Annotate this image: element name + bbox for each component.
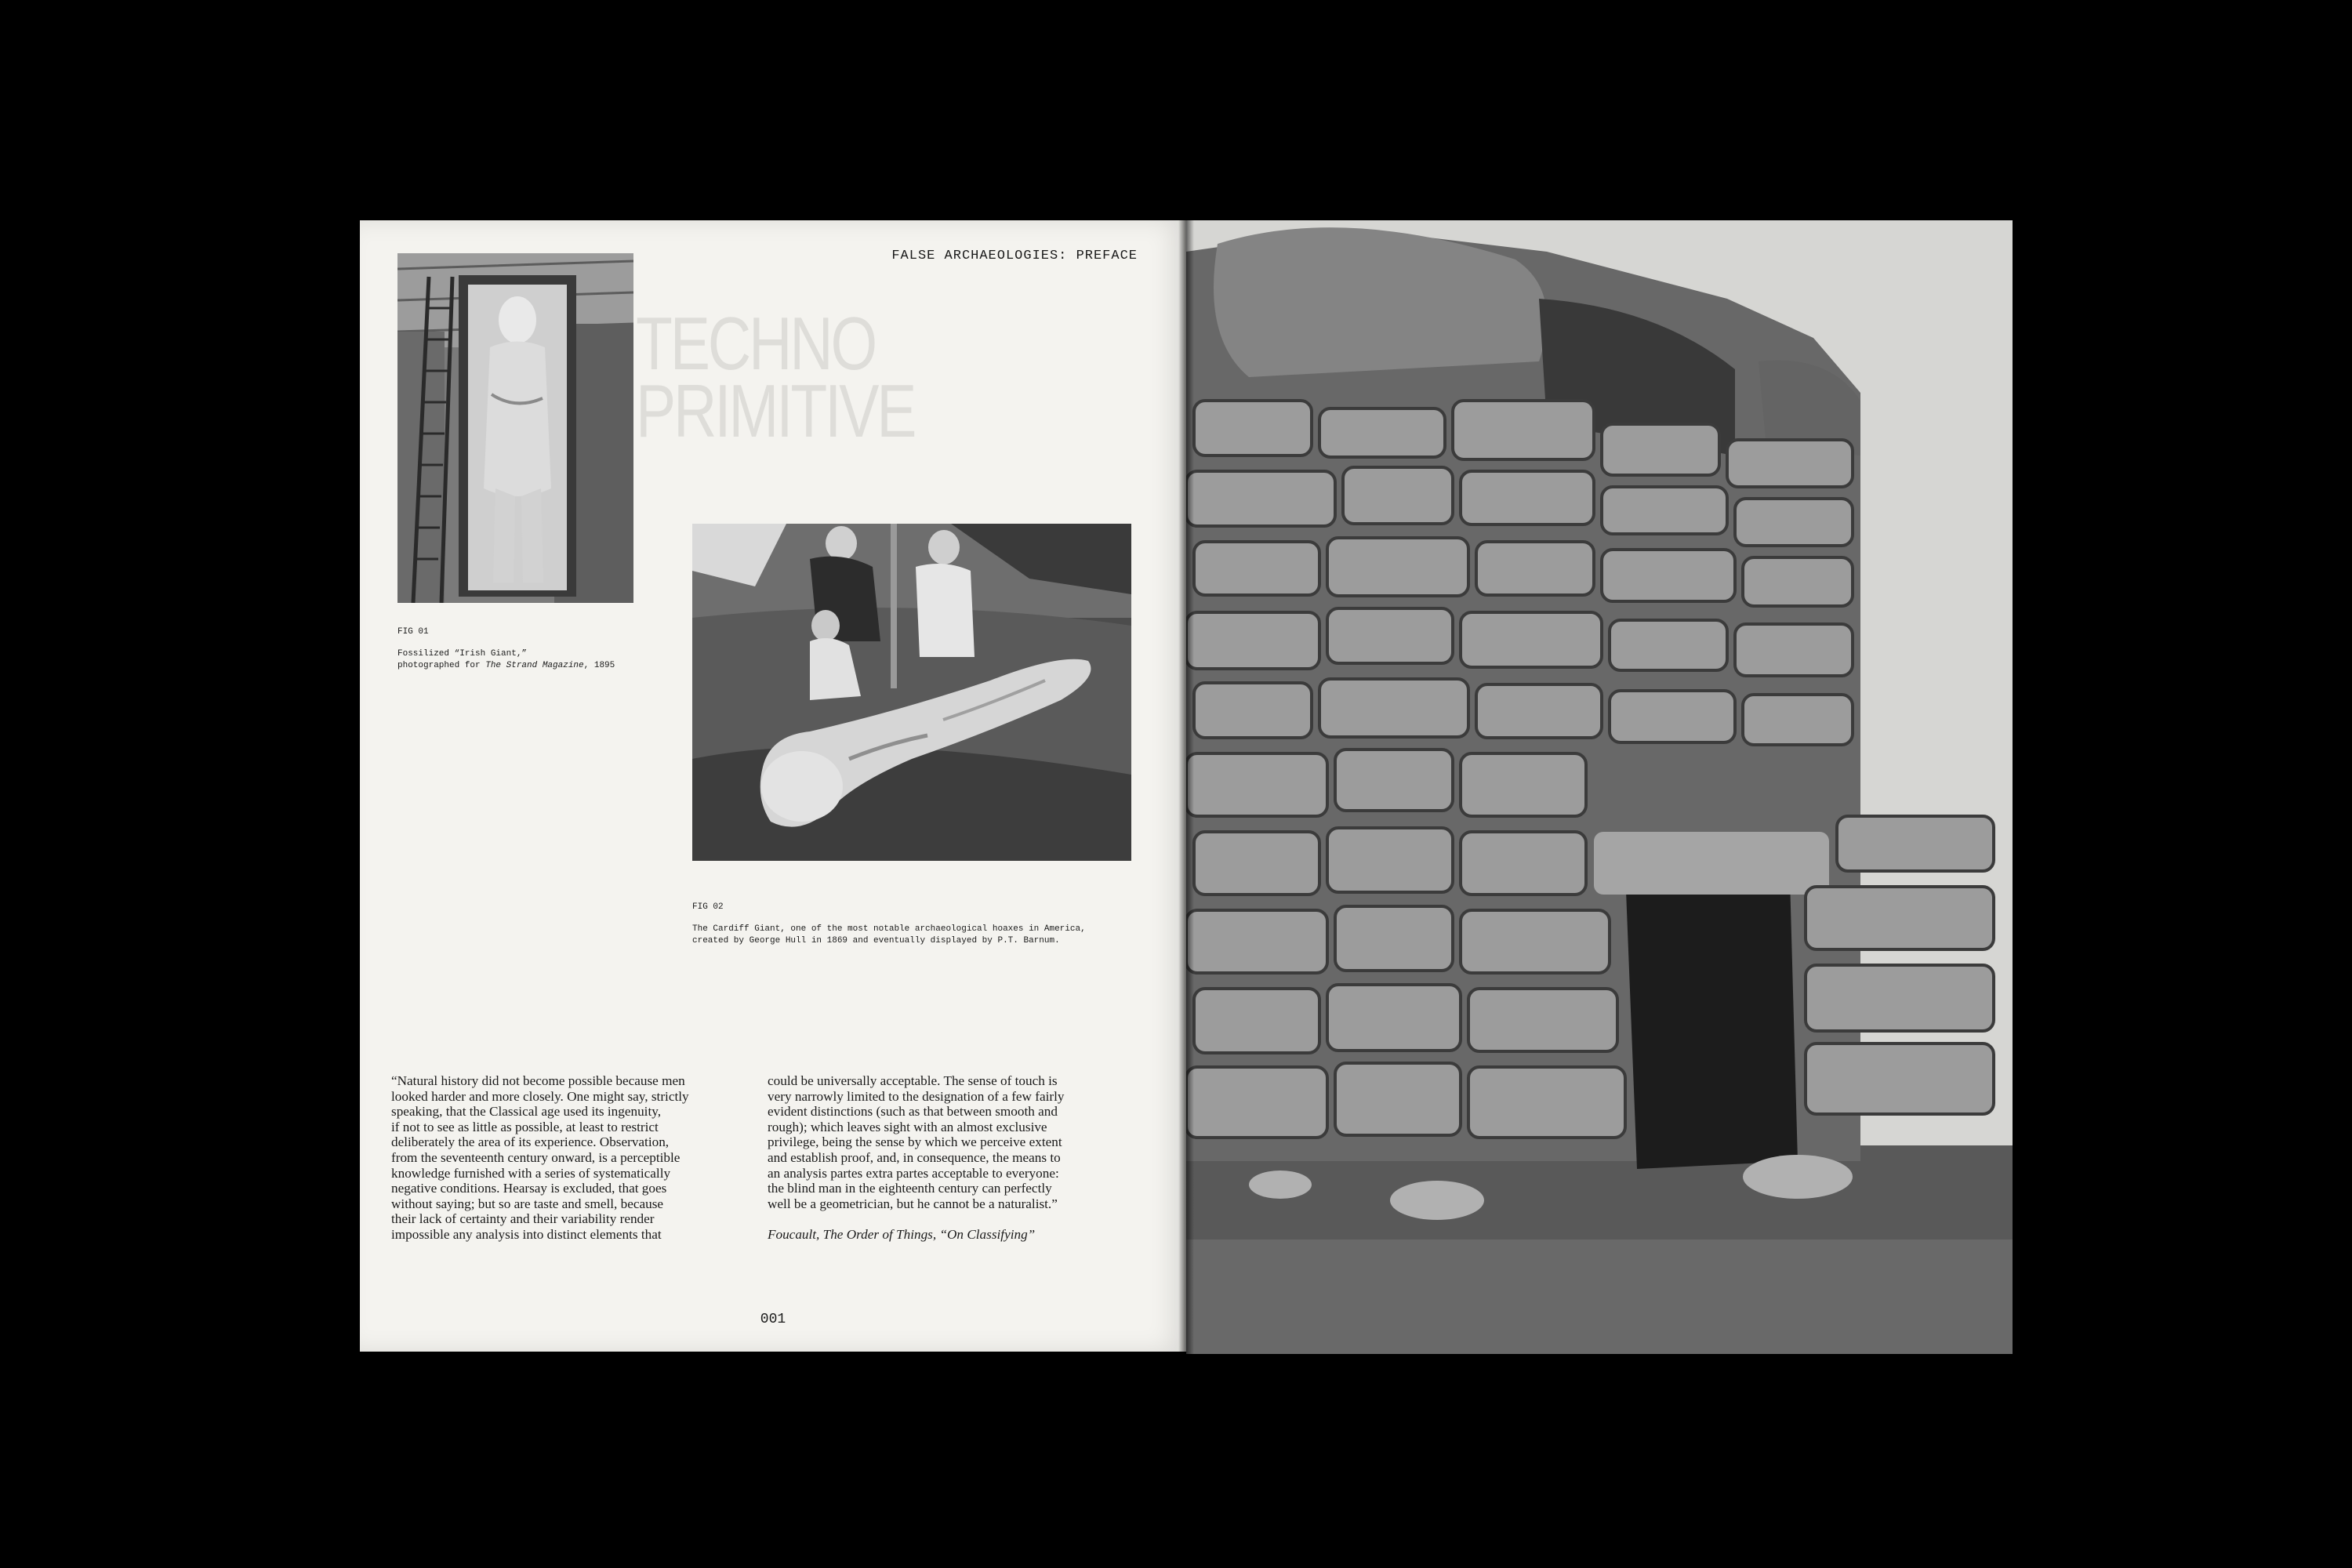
ghost-title-line: TECHNO — [636, 302, 876, 386]
fig2-photo-cardiff-giant — [692, 524, 1131, 861]
quote-attribution: Foucault, The Order of Things, “On Classifying” — [768, 1227, 1036, 1243]
quote-line: negative conditions. Hearsay is excluded, that goes — [391, 1181, 667, 1196]
quote-line: the blind man in the eighteenth century can perfectly — [768, 1181, 1052, 1196]
quote-line: looked harder and more closely. One might say, strictly — [391, 1088, 689, 1104]
quote-line: knowledge furnished with a series of systematically — [391, 1165, 671, 1181]
fig1-number: FIG 01 — [397, 627, 429, 637]
quote-line: from the seventeenth century onward, is a perceptible — [391, 1149, 681, 1165]
quote-line: their lack of certainty and their variability render — [391, 1211, 655, 1227]
quote-line: speaking, that the Classical age used its ingenuity, — [391, 1104, 661, 1120]
fig1-caption-suffix: , 1895 — [583, 661, 615, 670]
quote-line: well be a geometrician, but he cannot be a naturalist.” — [768, 1196, 1058, 1211]
quote-line: privilege, being the sense by which we perceive extent — [768, 1134, 1062, 1150]
quote-line: if not to see as little as possible, at least to restrict — [391, 1119, 659, 1134]
page-number: 001 — [760, 1312, 786, 1327]
right-page-photo-stone-hut — [1186, 220, 2013, 1354]
quote-line: evident distinctions (such as that between smooth and — [768, 1104, 1058, 1120]
left-page — [360, 220, 1186, 1352]
quote-line: and establish proof, and, in consequence, the means to — [768, 1149, 1061, 1165]
fig1-photo-irish-giant — [397, 253, 633, 603]
fig2-caption — [692, 902, 1086, 947]
quote-line: rough); which leaves sight with an almost exclusive — [768, 1119, 1047, 1134]
fig1-caption — [397, 626, 615, 672]
ghost-title — [636, 302, 924, 454]
quote-column-left — [391, 1073, 746, 1243]
quote-line: impossible any analysis into distinct elements that — [391, 1226, 662, 1242]
fig1-caption-line1: Fossilized “Irish Giant,” — [397, 649, 528, 659]
quote-line: an analysis partes extra partes acceptable to everyone: — [768, 1165, 1059, 1181]
ghost-title-line: PRIMITIVE — [636, 369, 915, 454]
fig1-caption-prefix: photographed for — [397, 661, 486, 670]
quote-line: could be universally acceptable. The sense of touch is — [768, 1073, 1058, 1088]
fig2-caption-line1: The Cardiff Giant, one of the most notable archaeological hoaxes in America, — [692, 924, 1086, 934]
page-gutter — [1178, 220, 1194, 1354]
fig2-caption-line2: created by George Hull in 1869 and eventually displayed by P.T. Barnum. — [692, 936, 1060, 946]
running-head: FALSE ARCHAEOLOGIES: PREFACE — [891, 249, 1138, 263]
quote-line: very narrowly limited to the designation of a few fairly — [768, 1088, 1065, 1104]
quote-line: “Natural history did not become possible because men — [391, 1073, 685, 1088]
quote-line: deliberately the area of its experience. Observation, — [391, 1134, 670, 1150]
quote-line: without saying; but so are taste and smell, because — [391, 1196, 664, 1211]
quote-column-right — [768, 1073, 1122, 1243]
fig1-caption-magazine: The Strand Magazine — [485, 661, 584, 670]
fig2-number: FIG 02 — [692, 902, 724, 912]
